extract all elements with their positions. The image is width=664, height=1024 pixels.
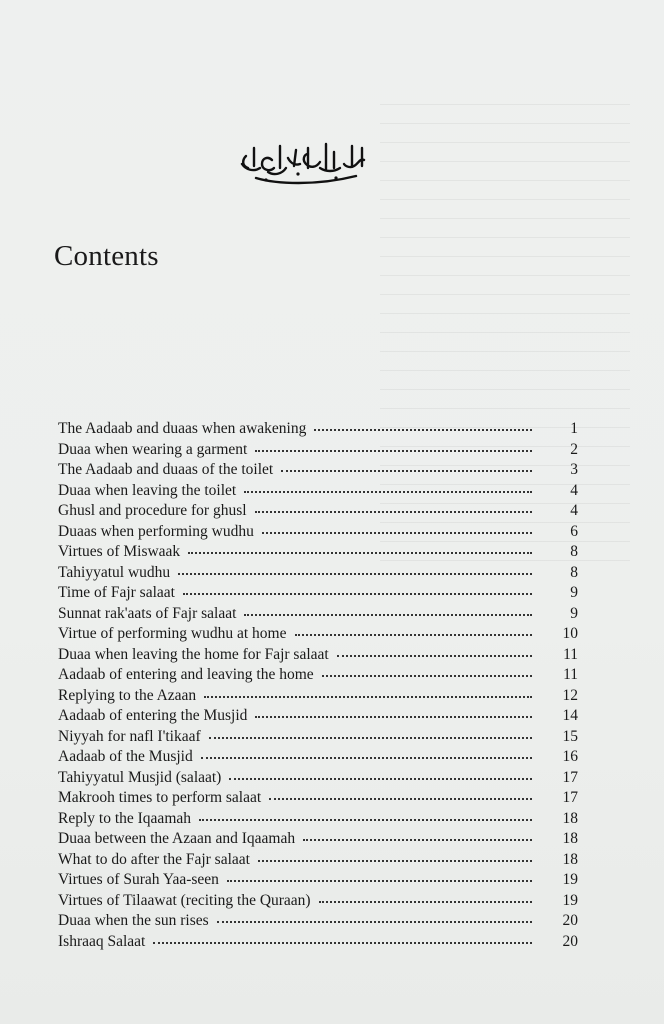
dot-leader	[244, 612, 532, 616]
toc-entry-page: 16	[562, 748, 578, 765]
toc-entry	[58, 645, 578, 666]
toc-entry	[58, 911, 578, 932]
toc-entry-title: What to do after the Fajr salaat	[58, 850, 250, 868]
toc-entry	[58, 481, 578, 502]
toc-entry-title: Duaa when leaving the home for Fajr salaat	[58, 645, 329, 663]
toc-entry-title: Aadaab of entering and leaving the home	[58, 666, 314, 683]
toc-entry-page: 19	[562, 891, 578, 909]
toc-entry	[58, 870, 578, 891]
toc-entry-page: 3	[570, 461, 578, 478]
toc-entry-page: 20	[562, 912, 578, 929]
toc-entry	[58, 501, 578, 522]
dot-leader	[314, 427, 532, 431]
toc-entry-page: 10	[562, 625, 578, 642]
toc-entry-title: Sunnat rak'aats of Fajr salaat	[58, 604, 237, 622]
dot-leader	[255, 448, 532, 452]
toc-entry-title: Virtue of performing wudhu at home	[58, 625, 287, 642]
toc-entry-title: Duaa when wearing a garment	[58, 440, 248, 458]
dot-leader	[217, 919, 532, 923]
dot-leader	[269, 796, 532, 800]
toc-entry-page: 9	[570, 604, 578, 622]
toc-entry-page: 17	[562, 789, 578, 806]
dot-leader	[258, 858, 532, 862]
toc-entry-page: 18	[562, 809, 578, 827]
toc-entry	[58, 932, 578, 953]
toc-entry-page: 9	[570, 584, 578, 601]
dot-leader	[199, 817, 532, 821]
toc-entry	[58, 604, 578, 625]
toc-entry-title: Replying to the Azaan	[58, 686, 197, 704]
dot-leader	[337, 653, 532, 657]
toc-entry-title: Tahiyyatul wudhu	[58, 563, 171, 581]
toc-entry	[58, 788, 578, 809]
dot-leader	[229, 776, 532, 780]
dot-leader	[322, 673, 532, 677]
toc-entry-title: Virtues of Tilaawat (reciting the Quraan)	[58, 891, 311, 909]
toc-entry	[58, 829, 578, 850]
toc-entry	[58, 686, 578, 707]
dot-leader	[188, 550, 532, 554]
dot-leader	[153, 940, 532, 944]
toc-entry-page: 14	[562, 707, 578, 724]
toc-entry-page: 18	[562, 850, 578, 868]
dot-leader	[255, 509, 532, 513]
toc-entry	[58, 706, 578, 727]
toc-entry-page: 19	[562, 871, 578, 888]
toc-entry	[58, 460, 578, 481]
toc-entry-title: Duaa when leaving the toilet	[58, 481, 237, 499]
dot-leader	[209, 735, 532, 739]
toc-entry	[58, 727, 578, 748]
toc-entry-page: 2	[570, 440, 578, 458]
toc-entry	[58, 624, 578, 645]
toc-entry	[58, 522, 578, 543]
dot-leader	[255, 714, 532, 718]
toc-entry-page: 4	[570, 481, 578, 499]
dot-leader	[319, 899, 532, 903]
toc-entry	[58, 809, 578, 830]
toc-entry-page: 6	[570, 522, 578, 540]
toc-entry-page: 17	[562, 768, 578, 786]
toc-entry-title: Aadaab of the Musjid	[58, 748, 193, 765]
toc-entry-page: 11	[563, 645, 578, 663]
dot-leader	[227, 878, 532, 882]
page-title: Contents	[54, 240, 159, 272]
toc-entry	[58, 563, 578, 584]
toc-entry-page: 18	[562, 830, 578, 847]
toc-entry-title: Niyyah for nafl I'tikaaf	[58, 727, 201, 745]
dot-leader	[295, 632, 533, 636]
toc-entry	[58, 768, 578, 789]
toc-entry-page: 8	[570, 543, 578, 560]
toc-entry	[58, 850, 578, 871]
dot-leader	[183, 591, 532, 595]
toc-entry-title: Ishraaq Salaat	[58, 932, 146, 950]
toc-entry-page: 11	[563, 666, 578, 683]
toc-entry-title: Reply to the Iqaamah	[58, 809, 191, 827]
toc-entry-page: 1	[570, 420, 578, 437]
toc-entry-title: Ghusl and procedure for ghusl	[58, 502, 247, 519]
toc-entry-title: Aadaab of entering the Musjid	[58, 707, 248, 724]
toc-entry-title: Virtues of Miswaak	[58, 543, 181, 560]
toc-entry-page: 15	[562, 727, 578, 745]
table-of-contents	[58, 419, 578, 952]
toc-entry	[58, 419, 578, 440]
dot-leader	[281, 468, 532, 472]
toc-entry-page: 20	[562, 932, 578, 950]
toc-entry-title: Duaa when the sun rises	[58, 912, 209, 929]
toc-entry-title: Makrooh times to perform salaat	[58, 789, 262, 806]
dot-leader	[244, 489, 532, 493]
dot-leader	[303, 837, 532, 841]
toc-entry-title: The Aadaab and duaas of the toilet	[58, 461, 274, 478]
dot-leader	[201, 755, 532, 759]
dot-leader	[262, 530, 532, 534]
toc-entry-title: Virtues of Surah Yaa-seen	[58, 871, 219, 888]
toc-entry-page: 8	[570, 563, 578, 581]
toc-entry-title: Duaas when performing wudhu	[58, 522, 254, 540]
toc-entry	[58, 891, 578, 912]
toc-entry-title: The Aadaab and duaas when awakening	[58, 420, 307, 437]
dot-leader	[204, 694, 532, 698]
toc-entry-title: Duaa between the Azaan and Iqaamah	[58, 830, 296, 847]
toc-entry-page: 4	[570, 502, 578, 519]
toc-entry	[58, 665, 578, 686]
toc-entry	[58, 440, 578, 461]
basmala-calligraphy	[236, 138, 370, 190]
toc-entry	[58, 747, 578, 768]
toc-entry-title: Time of Fajr salaat	[58, 584, 175, 601]
dot-leader	[178, 571, 532, 575]
toc-entry-page: 12	[562, 686, 578, 704]
toc-entry-title: Tahiyyatul Musjid (salaat)	[58, 768, 222, 786]
toc-entry	[58, 583, 578, 604]
toc-entry	[58, 542, 578, 563]
